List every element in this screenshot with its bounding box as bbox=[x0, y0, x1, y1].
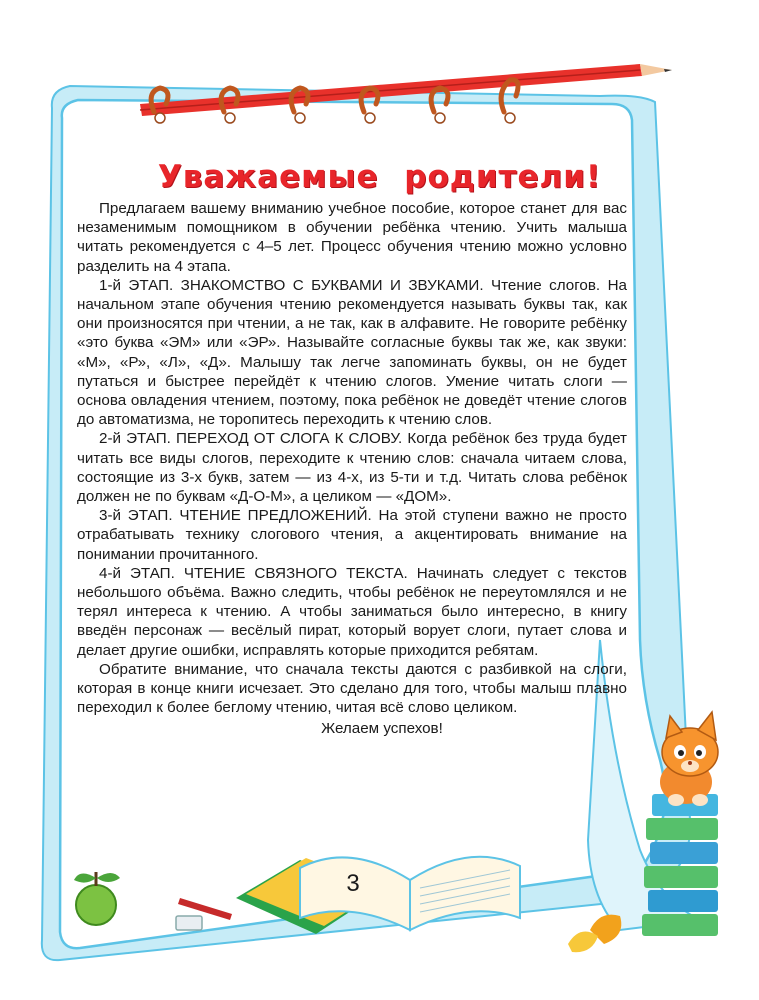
paragraph-stage-4: 4-й ЭТАП. ЧТЕНИЕ СВЯЗНОГО ТЕКСТА. Начинать следует с текстов небольшого объёма. Важно следить, чтобы ребёнок не переутомлялся и не терял интереса к чтению. А чтобы заниматься было интересно, в книгу введён персонаж — весёлый пират, который ворует слоги, путает слова и делает другие ошибки, исправлять которые приходится ребятам. bbox=[77, 564, 627, 659]
closing-wish: Желаем успехов! bbox=[321, 720, 443, 738]
cat-character-icon bbox=[660, 712, 718, 806]
leaves-icon bbox=[568, 915, 621, 953]
paragraph-note: Обратите внимание, что сначала тексты даются с разбивкой на слоги, которая в конце книги исчезает. Это сделано для того, чтобы малыш плавно переходил к более беглому чтению, читая всё слово целиком. bbox=[77, 660, 627, 717]
paragraph-stage-1: 1-й ЭТАП. ЗНАКОМСТВО С БУКВАМИ И ЗВУКАМИ. Чтение слогов. На начальном этапе обучения чтению рекомендуется называть буквы так, как они произносятся при чтении, а не так, как в алфавите. Не говорите ребёнку «это буква «ЭМ» или «ЭР». Называйте согласные буквы так же, как звуки: «М», «Р», «Л», «Д». Малышу так легче запоминать буквы, он не будет путаться и быстрее перейдёт к чтению слогов. Умение читать слоги — основа овладения чтением, поэтому, пока ребёнок не доведёт чтение слогов до автоматизма, не торопитесь переходить к чтению слов. bbox=[77, 276, 627, 429]
body-text bbox=[77, 199, 627, 739]
paragraph-stage-2: 2-й ЭТАП. ПЕРЕХОД ОТ СЛОГА К СЛОВУ. Когда ребёнок без труда будет читать все виды слогов, переходите к чтению слов: сначала читаем слова, состоящие из 3-х букв, затем — из 4-х, из 5-ти и т.д. Читать слова ребёнок должен не по буквам «Д-О-М», а целиком — «ДОМ». bbox=[77, 430, 627, 506]
page-number: 3 bbox=[346, 870, 360, 897]
paragraph-intro: Предлагаем вашему вниманию учебное пособие, которое станет для вас незаменимым помощником в обучении ребёнка чтению. Учить малыша читать рекомендуется с 4–5 лет. Процесс обучения чтению можно условно разделить на 4 этапа. bbox=[77, 200, 627, 275]
apple-icon bbox=[74, 872, 120, 925]
page-title: Уважаемые родители! bbox=[157, 158, 602, 195]
paragraph-stage-3: 3-й ЭТАП. ЧТЕНИЕ ПРЕДЛОЖЕНИЙ. На этой ступени важно не просто отрабатывать технику слогового чтения, а акцентировать внимание на понимании прочитанного. bbox=[77, 507, 627, 563]
eraser-icon bbox=[176, 916, 202, 930]
